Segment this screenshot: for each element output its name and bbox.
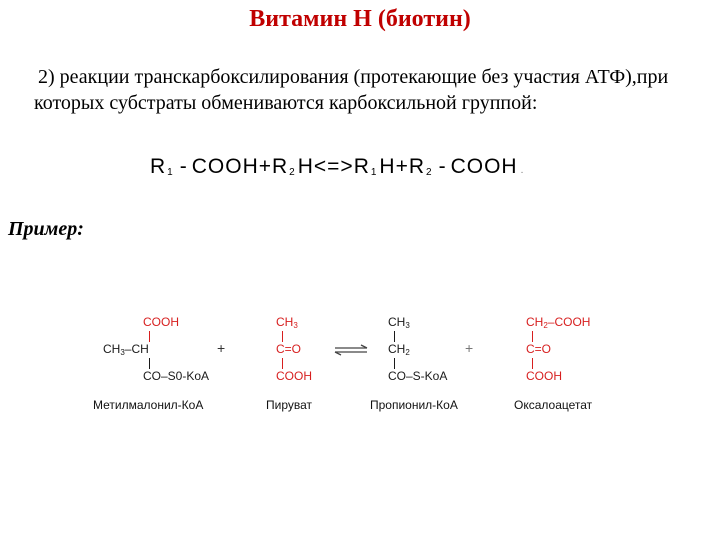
eq-mid: H<=>R [297,155,370,178]
example-label: Пример: [8,218,84,240]
eq-r1: R [150,155,167,178]
pyruvate-co: C=O [276,342,302,356]
equilibrium-arrow [333,343,369,355]
mm-ch: CH [103,342,121,356]
propionyl-co-s: CO–S-KoA [388,369,448,383]
ox-ch2-sub: 2 [543,321,548,330]
eq-r2: R [272,155,289,178]
propionyl-label: Пропионил-КоА [370,398,458,412]
pr-ch2: CH [388,342,406,356]
eq-cooh1: COOH+ [191,155,272,178]
eq-dash2: - [438,155,447,178]
description-text [34,64,704,116]
methylmalonyl-bond-bottom [149,358,150,369]
plus-sign-2: + [465,340,474,356]
eq-dash1: - [179,155,188,178]
propionyl-bond-top [394,331,395,342]
methylmalonyl-ch3-ch [103,342,149,357]
py-ch-sub: 3 [293,321,298,330]
pyruvate-bond-top [282,331,283,342]
eq-sub4: 2 [426,167,432,178]
propionyl-ch3 [388,315,410,330]
equilibrium-arrow-icon [333,344,369,356]
propionyl-bond-bottom [394,358,395,369]
oxaloacetate-cooh: COOH [526,369,562,383]
description-body: 2) реакции транскарбоксилирования (протекающие без участия АТФ),при которых субстраты обмениваются карбоксильной группой: [34,66,669,114]
pr-ch3-sub: 3 [405,321,410,330]
pyruvate-bond-bottom [282,358,283,369]
eq-trailing-dot: . [520,165,525,176]
eq-h-plus-r: H+R [379,155,426,178]
oxaloacetate-ch2-cooh [526,315,590,330]
eq-cooh2: COOH [450,155,518,178]
methylmalonyl-label: Метилмалонил-КоА [93,398,204,412]
oxaloacetate-co: C=O [526,342,552,356]
general-equation [150,155,524,179]
eq-sub2: 2 [289,167,295,178]
slide-title: Витамин Н (биотин) [249,6,471,32]
propionyl-ch2 [388,342,410,357]
oxaloacetate-bond-bottom [532,358,533,369]
pyruvate-label: Пируват [266,398,313,412]
pyruvate-cooh: COOH [276,369,312,383]
ox-ch2-post: –COOH [547,315,591,329]
mm-ch3-sub: 3 [120,348,125,357]
eq-sub1: 1 [167,167,173,178]
ox-ch2: CH [526,315,544,329]
mm-ch-post: –CH [124,342,149,356]
eq-sub3: 1 [370,167,377,178]
plus-sign-1: + [217,340,226,356]
pr-ch3: CH [388,315,406,329]
pyruvate-ch3 [276,315,298,330]
methylmalonyl-co-s: CO–S0-KoA [143,369,210,383]
oxaloacetate-bond-top [532,331,533,342]
pr-ch2-sub: 2 [405,348,410,357]
methylmalonyl-cooh: COOH [143,315,179,329]
oxaloacetate-label: Оксалоацетат [514,398,593,412]
py-ch: CH [276,315,294,329]
methylmalonyl-bond-top [149,331,150,342]
